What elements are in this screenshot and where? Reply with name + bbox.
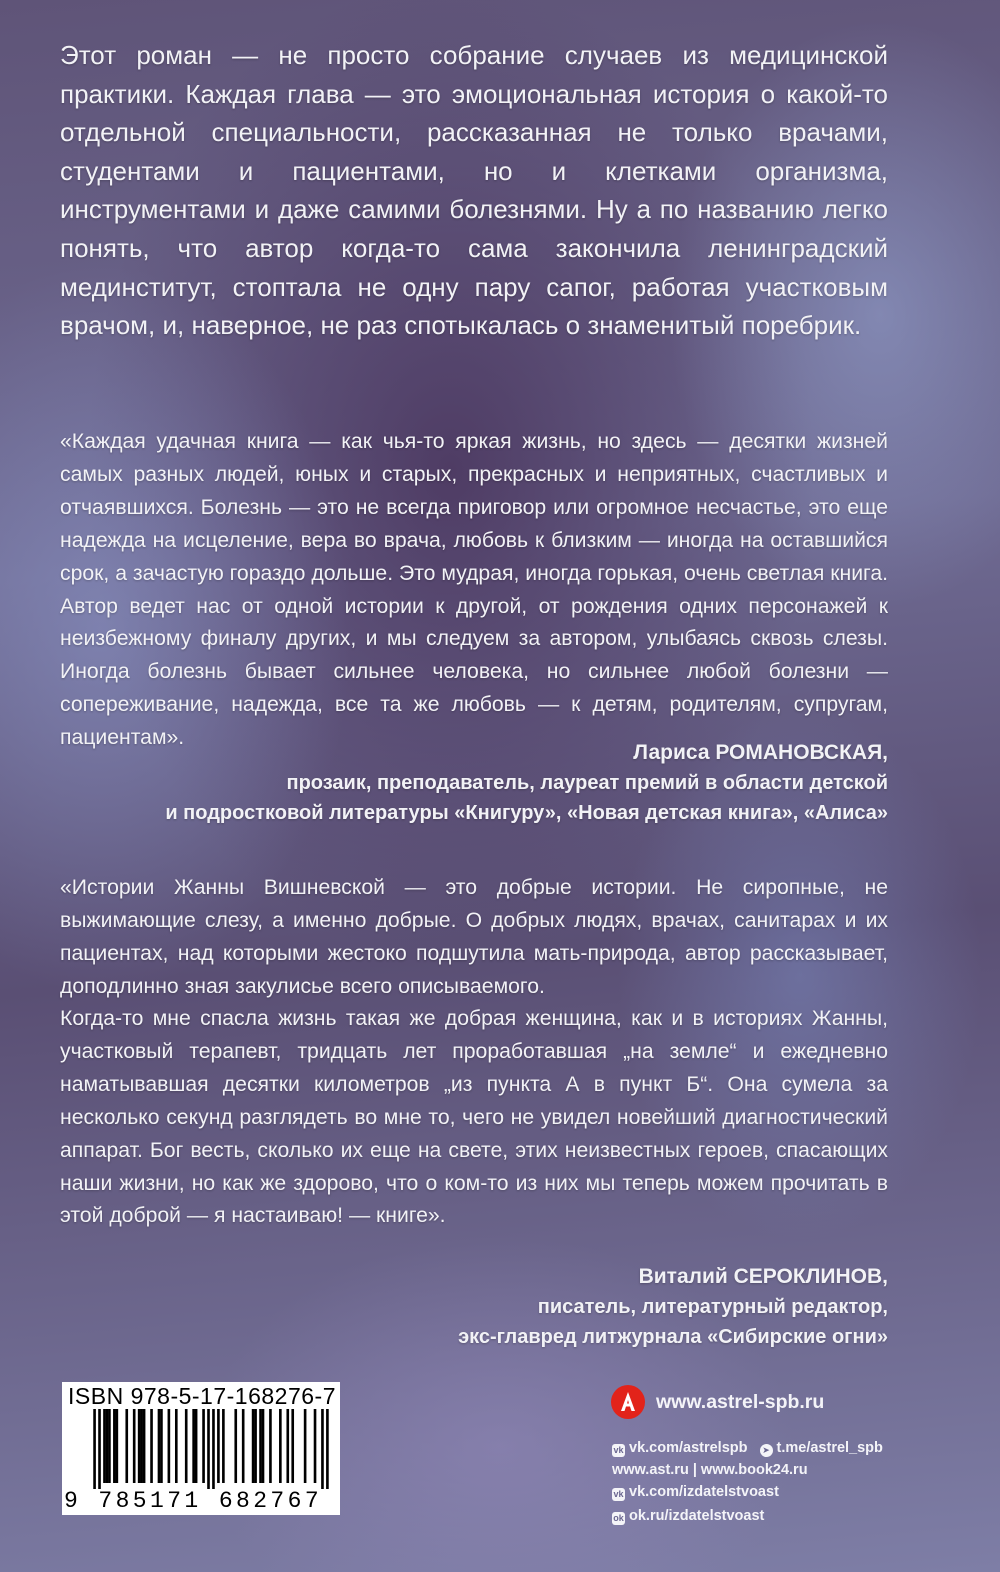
barcode-bar [138, 1409, 141, 1483]
barcode-bar [125, 1409, 128, 1483]
barcode-bar [252, 1409, 255, 1483]
isbn-barcode [62, 1382, 340, 1515]
publisher-website-link[interactable]: www.astrel-spb.ru [656, 1391, 825, 1413]
barcode-bar [314, 1409, 317, 1483]
review-quote-seroklinov-p1: «Истории Жанны Вишневской — это добрые истории. Не сиропные, не выжимающие слезу, а именно добрые. О добрых людях, врачах, санитарах и их пациентах, над которыми жестоко подшутила мать-природа, автор рассказывает, доподлинно зная закулисье всего описываемого. [60, 876, 888, 998]
barcode-bar [108, 1409, 111, 1483]
vk-icon: vk [613, 1489, 624, 1499]
barcode-bar [262, 1409, 265, 1483]
isbn-label: ISBN 978-5-17-168276-7 [68, 1383, 336, 1409]
barcode-bar [133, 1409, 136, 1483]
barcode-bar [259, 1409, 262, 1483]
barcode-bar [192, 1409, 195, 1483]
barcode-bar [140, 1409, 143, 1483]
review-author-seroklinov [458, 1262, 888, 1352]
author-role-line-1: прозаик, преподаватель, лауреат премий в области детской [286, 772, 888, 794]
barcode-bar [242, 1409, 245, 1483]
barcode-bar [234, 1409, 237, 1483]
barcode-bar [150, 1409, 153, 1483]
barcode-bar [116, 1409, 119, 1483]
intro-paragraph: Этот роман — не просто собрание случаев из медицинской практики. Каждая глава — это эмоциональная история о какой-то отдельной специальности, рассказанная не только врачами, студентами и пациентами, но и клетками организма, инструментами и даже самими болезнями. Ну а по названию легко понять, что автор когда-то сама закончила ленинградский мединститут, стоптала не одну пару сапог, работая участковым врачом, и, наверное, не раз спотыкалась о знаменитый поребрик. [60, 40, 888, 341]
ok-izdatelstvoast-link[interactable]: ok.ru/izdatelstvoast [629, 1508, 765, 1524]
barcode-bar [212, 1409, 215, 1489]
telegram-icon: ➤ [760, 1444, 773, 1457]
barcode-bar [326, 1409, 329, 1489]
barcode-bar [286, 1409, 289, 1483]
barcode-bar [158, 1409, 161, 1483]
barcode-bar [168, 1409, 171, 1483]
review-quote-seroklinov-p2: Когда-то мне спасла жизнь такая же добрая женщина, как и в историях Жанны, участковый терапевт, тридцать лет проработавшая „на земле“ и ежедневно наматывавшая десятки километров „из пункта А в пункт Б“. Она сумела за несколько секунд разглядеть во мне то, чего не увидел новейший диагностический аппарат. Бог весть, сколько их еще на свете, этих неизвестных героев, спасающих наши жизни, но как же здорово, что о ком-то из них мы теперь можем прочитать в этой доброй — я настаиваю! — книге». [60, 1007, 888, 1228]
odnoklassniki-icon: ok [613, 1513, 624, 1523]
publisher-sites-links[interactable]: www.ast.ru | www.book24.ru [612, 1462, 808, 1478]
barcode-bar [106, 1409, 109, 1483]
barcode-bar [103, 1409, 106, 1483]
barcode-bar [279, 1409, 282, 1483]
barcode-bar [160, 1409, 163, 1483]
barcode-bar [113, 1409, 116, 1483]
barcode-bar [195, 1409, 198, 1483]
author-role-line-2: и подростковой литературы «Книгуру», «Новая детская книга», «Алиса» [165, 802, 888, 824]
astrel-logo-icon [610, 1384, 646, 1420]
author-name: Лариса РОМАНОВСКАЯ, [633, 741, 888, 764]
barcode-bar [254, 1409, 257, 1483]
barcode-digits: 9 785171 682767 [64, 1488, 323, 1514]
barcode-bars [66, 1409, 336, 1489]
barcode-bar [222, 1409, 225, 1483]
barcode-bar [98, 1409, 101, 1489]
author-role-line-1: писатель, литературный редактор, [537, 1296, 888, 1318]
author-role-line-2: экс-главред литжурнала «Сибирские огни» [458, 1326, 888, 1348]
review-quote-romanovskaya: «Каждая удачная книга — как чья-то яркая жизнь, но здесь — десятки жизней самых разных людей, юных и старых, прекрасных и неприятных, счастливых и отчаявшихся. Болезнь — это не всегда приговор или огромное несчастье, это еще надежда на исцеление, вера во врача, любовь к близким — иногда на оставшийся срок, а зачастую гораздо дольше. Это мудрая, иногда горькая, очень светлая книга. Автор ведет нас от одной истории к другой, от рождения одних персонажей к неизбежному финалу других, и мы следуем за автором, улыбаясь сквозь слезы. Иногда болезнь бывает сильнее человека, но сильнее любой болезни — сопереживание, надежда, все та же любовь — к детям, родителям, супругам, пациентам». [60, 430, 888, 750]
barcode-bar [269, 1409, 272, 1483]
barcode-bar [93, 1409, 96, 1489]
vk-astrelspb-link[interactable]: vk.com/astrelspb [629, 1440, 748, 1456]
barcode-bar [185, 1409, 188, 1483]
social-row-1 [612, 1440, 883, 1457]
vk-izdatelstvoast-link[interactable]: vk.com/izdatelstvoast [629, 1484, 779, 1500]
review-author-romanovskaya [165, 738, 888, 828]
barcode-bar [207, 1409, 210, 1489]
author-name: Виталий СЕРОКЛИНОВ, [638, 1265, 888, 1288]
barcode-bar [217, 1409, 220, 1483]
barcode-bar [175, 1409, 178, 1483]
telegram-link[interactable]: t.me/astrel_spb [776, 1440, 883, 1456]
barcode-bar [321, 1409, 324, 1489]
social-row-4 [612, 1508, 764, 1525]
barcode-bar [291, 1409, 294, 1483]
barcode-bar [143, 1409, 146, 1483]
social-row-3 [612, 1484, 779, 1501]
barcode-bar [304, 1409, 307, 1483]
barcode-bar [202, 1409, 205, 1483]
vk-icon: vk [613, 1445, 624, 1455]
